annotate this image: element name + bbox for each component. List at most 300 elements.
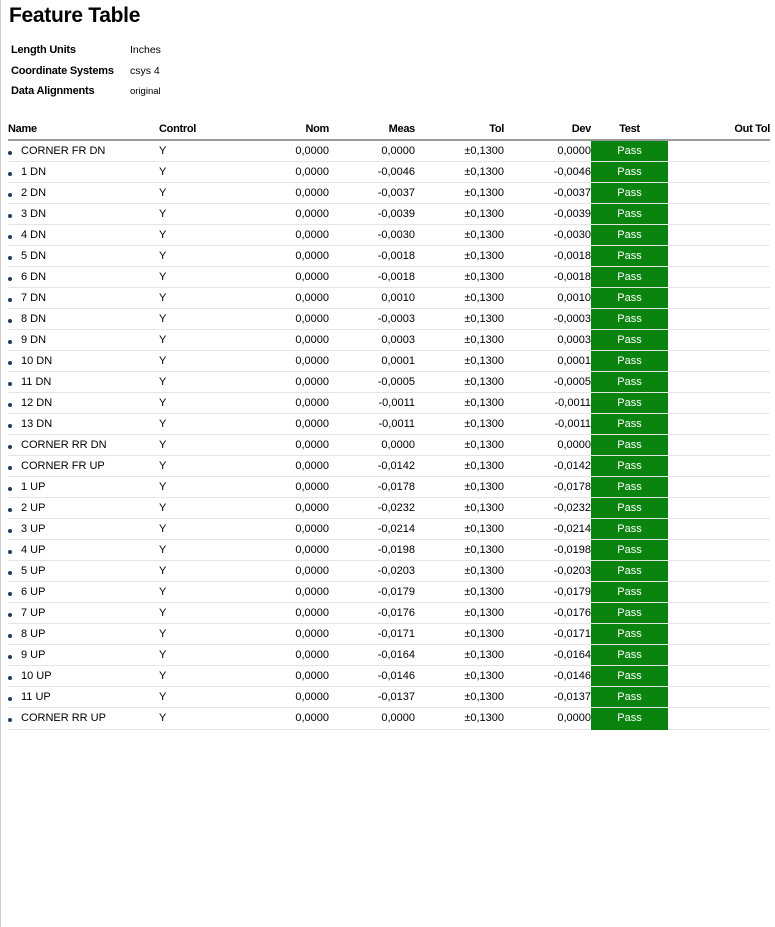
feature-name: 6 UP: [21, 586, 46, 598]
cell-name: [8, 519, 159, 540]
cell-dev: -0,0037: [504, 183, 591, 204]
test-result-badge: Pass: [591, 666, 668, 687]
cell-nom: 0,0000: [249, 519, 329, 540]
cell-tol: ±0,1300: [415, 246, 504, 267]
table-row: [8, 288, 770, 309]
cell-out-tol: [668, 477, 770, 498]
cell-tol: ±0,1300: [415, 582, 504, 603]
bullet-icon: [8, 613, 12, 617]
cell-dev: -0,0198: [504, 540, 591, 561]
cell-control: Y: [159, 666, 249, 687]
column-header-dev: Dev: [504, 118, 591, 140]
test-result-badge: Pass: [591, 687, 668, 708]
cell-name: [8, 687, 159, 708]
cell-dev: -0,0203: [504, 561, 591, 582]
cell-dev: -0,0011: [504, 414, 591, 435]
cell-meas: -0,0039: [329, 204, 415, 225]
feature-table: [8, 118, 770, 730]
cell-tol: ±0,1300: [415, 435, 504, 456]
meta-row-length-units: [11, 40, 161, 61]
cell-meas: -0,0178: [329, 477, 415, 498]
column-header-name: Name: [8, 118, 159, 140]
cell-tol: ±0,1300: [415, 351, 504, 372]
cell-dev: -0,0003: [504, 309, 591, 330]
cell-name: [8, 456, 159, 477]
bullet-icon: [8, 319, 12, 323]
feature-name: 13 DN: [21, 418, 53, 430]
cell-control: Y: [159, 351, 249, 372]
table-row: [8, 687, 770, 708]
cell-tol: ±0,1300: [415, 687, 504, 708]
cell-dev: 0,0003: [504, 330, 591, 351]
bullet-icon: [8, 571, 12, 575]
cell-meas: -0,0179: [329, 582, 415, 603]
cell-meas: -0,0171: [329, 624, 415, 645]
table-row: [8, 267, 770, 288]
table-row: [8, 645, 770, 666]
cell-out-tol: [668, 666, 770, 687]
cell-nom: 0,0000: [249, 162, 329, 183]
cell-dev: -0,0164: [504, 645, 591, 666]
cell-nom: 0,0000: [249, 687, 329, 708]
cell-meas: -0,0198: [329, 540, 415, 561]
cell-meas: -0,0003: [329, 309, 415, 330]
bullet-icon: [8, 382, 12, 386]
test-result-badge: Pass: [591, 435, 668, 456]
cell-nom: 0,0000: [249, 246, 329, 267]
test-result-badge: Pass: [591, 288, 668, 309]
bullet-icon: [8, 172, 12, 176]
cell-tol: ±0,1300: [415, 183, 504, 204]
cell-control: Y: [159, 561, 249, 582]
cell-control: Y: [159, 309, 249, 330]
cell-meas: -0,0011: [329, 414, 415, 435]
table-row: [8, 393, 770, 414]
cell-meas: 0,0000: [329, 140, 415, 162]
test-result-badge: Pass: [591, 519, 668, 540]
test-result-badge: Pass: [591, 498, 668, 519]
cell-name: [8, 351, 159, 372]
cell-nom: 0,0000: [249, 372, 329, 393]
cell-name: [8, 225, 159, 246]
cell-nom: 0,0000: [249, 456, 329, 477]
table-row: [8, 225, 770, 246]
cell-out-tol: [668, 519, 770, 540]
test-result-badge: Pass: [591, 140, 668, 162]
cell-control: Y: [159, 519, 249, 540]
bullet-icon: [8, 529, 12, 533]
bullet-icon: [8, 487, 12, 491]
cell-dev: -0,0039: [504, 204, 591, 225]
table-row: [8, 498, 770, 519]
feature-name: 7 UP: [21, 607, 46, 619]
cell-name: [8, 603, 159, 624]
column-header-nom: Nom: [249, 118, 329, 140]
cell-name: [8, 183, 159, 204]
feature-name: 12 DN: [21, 397, 53, 409]
cell-nom: 0,0000: [249, 582, 329, 603]
cell-out-tol: [668, 624, 770, 645]
cell-nom: 0,0000: [249, 393, 329, 414]
cell-control: Y: [159, 393, 249, 414]
cell-tol: ±0,1300: [415, 645, 504, 666]
bullet-icon: [8, 340, 12, 344]
cell-control: Y: [159, 582, 249, 603]
table-row: [8, 140, 770, 162]
cell-out-tol: [668, 603, 770, 624]
table-row: [8, 204, 770, 225]
cell-control: Y: [159, 162, 249, 183]
cell-meas: -0,0214: [329, 519, 415, 540]
bullet-icon: [8, 235, 12, 239]
table-row: [8, 708, 770, 730]
cell-control: Y: [159, 645, 249, 666]
cell-name: [8, 309, 159, 330]
cell-dev: 0,0000: [504, 435, 591, 456]
cell-tol: ±0,1300: [415, 225, 504, 246]
cell-tol: ±0,1300: [415, 498, 504, 519]
cell-control: Y: [159, 687, 249, 708]
bullet-icon: [8, 550, 12, 554]
cell-control: Y: [159, 540, 249, 561]
cell-control: Y: [159, 267, 249, 288]
cell-control: Y: [159, 140, 249, 162]
test-result-badge: Pass: [591, 393, 668, 414]
table-row: [8, 246, 770, 267]
cell-tol: ±0,1300: [415, 624, 504, 645]
feature-name: 4 UP: [21, 544, 46, 556]
cell-meas: -0,0164: [329, 645, 415, 666]
cell-dev: -0,0171: [504, 624, 591, 645]
cell-out-tol: [668, 414, 770, 435]
cell-out-tol: [668, 708, 770, 730]
cell-dev: -0,0142: [504, 456, 591, 477]
cell-meas: -0,0011: [329, 393, 415, 414]
cell-meas: -0,0146: [329, 666, 415, 687]
cell-meas: -0,0018: [329, 246, 415, 267]
cell-name: [8, 624, 159, 645]
cell-dev: 0,0000: [504, 708, 591, 730]
bullet-icon: [8, 424, 12, 428]
cell-dev: -0,0232: [504, 498, 591, 519]
cell-name: [8, 393, 159, 414]
cell-meas: -0,0046: [329, 162, 415, 183]
cell-name: [8, 414, 159, 435]
feature-name: CORNER RR UP: [21, 712, 106, 725]
cell-control: Y: [159, 288, 249, 309]
feature-name: 11 DN: [21, 376, 52, 388]
cell-name: [8, 372, 159, 393]
cell-out-tol: [668, 687, 770, 708]
cell-control: Y: [159, 708, 249, 730]
cell-out-tol: [668, 309, 770, 330]
cell-control: Y: [159, 183, 249, 204]
table-row: [8, 183, 770, 204]
cell-tol: ±0,1300: [415, 603, 504, 624]
cell-nom: 0,0000: [249, 666, 329, 687]
cell-out-tol: [668, 582, 770, 603]
cell-tol: ±0,1300: [415, 288, 504, 309]
table-row: [8, 603, 770, 624]
page-edge: [0, 0, 1, 927]
meta-value: original: [130, 85, 161, 97]
cell-nom: 0,0000: [249, 414, 329, 435]
cell-control: Y: [159, 435, 249, 456]
bullet-icon: [8, 193, 12, 197]
cell-name: [8, 267, 159, 288]
feature-name: 10 UP: [21, 670, 52, 682]
cell-name: [8, 140, 159, 162]
table-row: [8, 519, 770, 540]
bullet-icon: [8, 655, 12, 659]
cell-name: [8, 246, 159, 267]
feature-name: 1 UP: [21, 481, 46, 493]
cell-name: [8, 540, 159, 561]
cell-tol: ±0,1300: [415, 561, 504, 582]
cell-nom: 0,0000: [249, 225, 329, 246]
table-row: [8, 456, 770, 477]
bullet-icon: [8, 277, 12, 281]
table-row: [8, 666, 770, 687]
cell-out-tol: [668, 288, 770, 309]
cell-control: Y: [159, 246, 249, 267]
cell-meas: -0,0176: [329, 603, 415, 624]
cell-tol: ±0,1300: [415, 414, 504, 435]
feature-name: 4 DN: [21, 229, 47, 241]
cell-tol: ±0,1300: [415, 372, 504, 393]
table-row: [8, 582, 770, 603]
cell-meas: 0,0010: [329, 288, 415, 309]
cell-nom: 0,0000: [249, 498, 329, 519]
cell-control: Y: [159, 498, 249, 519]
cell-out-tol: [668, 456, 770, 477]
bullet-icon: [8, 634, 12, 638]
bullet-icon: [8, 697, 12, 701]
test-result-badge: Pass: [591, 372, 668, 393]
cell-nom: 0,0000: [249, 540, 329, 561]
cell-out-tol: [668, 204, 770, 225]
feature-table-body: [8, 140, 770, 729]
cell-out-tol: [668, 246, 770, 267]
meta-row-data-alignments: [11, 81, 161, 102]
cell-meas: 0,0003: [329, 330, 415, 351]
test-result-badge: Pass: [591, 456, 668, 477]
table-row: [8, 477, 770, 498]
feature-name: 3 UP: [21, 523, 46, 535]
cell-nom: 0,0000: [249, 183, 329, 204]
cell-out-tol: [668, 498, 770, 519]
feature-name: 5 UP: [21, 565, 46, 577]
cell-name: [8, 288, 159, 309]
cell-name: [8, 162, 159, 183]
column-header-meas: Meas: [329, 118, 415, 140]
bullet-icon: [8, 151, 12, 155]
cell-dev: -0,0179: [504, 582, 591, 603]
meta-label: Data Alignments: [11, 85, 95, 98]
page-title: Feature Table: [9, 4, 141, 27]
cell-meas: -0,0137: [329, 687, 415, 708]
cell-nom: 0,0000: [249, 351, 329, 372]
cell-control: Y: [159, 204, 249, 225]
cell-out-tol: [668, 435, 770, 456]
cell-dev: -0,0018: [504, 246, 591, 267]
feature-name: CORNER FR DN: [21, 145, 106, 157]
test-result-badge: Pass: [591, 624, 668, 645]
cell-nom: 0,0000: [249, 477, 329, 498]
cell-control: Y: [159, 225, 249, 246]
cell-tol: ±0,1300: [415, 708, 504, 730]
cell-meas: 0,0000: [329, 708, 415, 730]
test-result-badge: Pass: [591, 204, 668, 225]
cell-meas: -0,0232: [329, 498, 415, 519]
cell-meas: 0,0001: [329, 351, 415, 372]
cell-dev: -0,0005: [504, 372, 591, 393]
feature-name: 3 DN: [21, 208, 47, 220]
column-header-control: Control: [159, 118, 249, 140]
cell-meas: -0,0030: [329, 225, 415, 246]
report-metadata: [11, 40, 161, 102]
cell-meas: -0,0203: [329, 561, 415, 582]
cell-out-tol: [668, 372, 770, 393]
cell-control: Y: [159, 603, 249, 624]
table-header-row: [8, 118, 770, 140]
table-row: [8, 561, 770, 582]
feature-name: 9 UP: [21, 649, 46, 661]
table-row: [8, 309, 770, 330]
feature-name: 5 DN: [21, 250, 47, 262]
feature-name: 8 DN: [21, 313, 47, 325]
feature-name: CORNER FR UP: [21, 460, 105, 472]
cell-out-tol: [668, 225, 770, 246]
bullet-icon: [8, 298, 12, 302]
cell-tol: ±0,1300: [415, 666, 504, 687]
test-result-badge: Pass: [591, 183, 668, 204]
cell-out-tol: [668, 140, 770, 162]
bullet-icon: [8, 718, 12, 722]
cell-meas: -0,0037: [329, 183, 415, 204]
cell-tol: ±0,1300: [415, 267, 504, 288]
cell-tol: ±0,1300: [415, 540, 504, 561]
table-row: [8, 351, 770, 372]
feature-name: 8 UP: [21, 628, 46, 640]
cell-tol: ±0,1300: [415, 393, 504, 414]
meta-label: Coordinate Systems: [11, 64, 114, 77]
feature-name: 9 DN: [21, 334, 47, 346]
cell-control: Y: [159, 456, 249, 477]
meta-value: csys 4: [130, 64, 160, 77]
bullet-icon: [8, 361, 12, 365]
cell-name: [8, 582, 159, 603]
cell-name: [8, 708, 159, 730]
cell-dev: -0,0214: [504, 519, 591, 540]
cell-control: Y: [159, 330, 249, 351]
cell-nom: 0,0000: [249, 204, 329, 225]
meta-label: Length Units: [11, 44, 76, 57]
cell-tol: ±0,1300: [415, 309, 504, 330]
bullet-icon: [8, 508, 12, 512]
table-row: [8, 372, 770, 393]
column-header-out-tol: Out Tol: [668, 118, 770, 140]
test-result-badge: Pass: [591, 708, 668, 730]
column-header-tol: Tol: [415, 118, 504, 140]
test-result-badge: Pass: [591, 582, 668, 603]
cell-nom: 0,0000: [249, 624, 329, 645]
cell-nom: 0,0000: [249, 561, 329, 582]
bullet-icon: [8, 403, 12, 407]
cell-dev: -0,0046: [504, 162, 591, 183]
test-result-badge: Pass: [591, 540, 668, 561]
cell-tol: ±0,1300: [415, 162, 504, 183]
cell-dev: 0,0010: [504, 288, 591, 309]
table-row: [8, 330, 770, 351]
feature-name: 10 DN: [21, 355, 53, 367]
cell-out-tol: [668, 162, 770, 183]
test-result-badge: Pass: [591, 309, 668, 330]
cell-name: [8, 645, 159, 666]
table-row: [8, 540, 770, 561]
cell-tol: ±0,1300: [415, 140, 504, 162]
feature-name: 1 DN: [21, 166, 47, 178]
cell-name: [8, 666, 159, 687]
cell-out-tol: [668, 351, 770, 372]
cell-out-tol: [668, 645, 770, 666]
bullet-icon: [8, 214, 12, 218]
test-result-badge: Pass: [591, 351, 668, 372]
cell-meas: -0,0005: [329, 372, 415, 393]
feature-name: 6 DN: [21, 271, 47, 283]
cell-dev: 0,0000: [504, 140, 591, 162]
test-result-badge: Pass: [591, 477, 668, 498]
cell-dev: -0,0178: [504, 477, 591, 498]
cell-name: [8, 498, 159, 519]
cell-out-tol: [668, 393, 770, 414]
meta-row-coordinate-systems: [11, 61, 161, 82]
test-result-badge: Pass: [591, 330, 668, 351]
test-result-badge: Pass: [591, 645, 668, 666]
cell-dev: -0,0137: [504, 687, 591, 708]
test-result-badge: Pass: [591, 225, 668, 246]
cell-out-tol: [668, 561, 770, 582]
cell-dev: 0,0001: [504, 351, 591, 372]
cell-nom: 0,0000: [249, 309, 329, 330]
test-result-badge: Pass: [591, 561, 668, 582]
cell-control: Y: [159, 372, 249, 393]
table-row: [8, 162, 770, 183]
cell-name: [8, 204, 159, 225]
test-result-badge: Pass: [591, 603, 668, 624]
cell-name: [8, 330, 159, 351]
feature-name: 7 DN: [21, 292, 47, 304]
cell-meas: -0,0142: [329, 456, 415, 477]
cell-out-tol: [668, 267, 770, 288]
cell-out-tol: [668, 183, 770, 204]
cell-tol: ±0,1300: [415, 204, 504, 225]
cell-dev: -0,0030: [504, 225, 591, 246]
cell-nom: 0,0000: [249, 708, 329, 730]
cell-name: [8, 435, 159, 456]
cell-control: Y: [159, 624, 249, 645]
bullet-icon: [8, 256, 12, 260]
feature-name: 2 DN: [21, 187, 47, 199]
cell-tol: ±0,1300: [415, 519, 504, 540]
table-row: [8, 624, 770, 645]
table-row: [8, 414, 770, 435]
meta-value: Inches: [130, 44, 161, 57]
cell-nom: 0,0000: [249, 140, 329, 162]
cell-dev: -0,0011: [504, 393, 591, 414]
cell-tol: ±0,1300: [415, 477, 504, 498]
column-header-test: Test: [591, 118, 668, 140]
